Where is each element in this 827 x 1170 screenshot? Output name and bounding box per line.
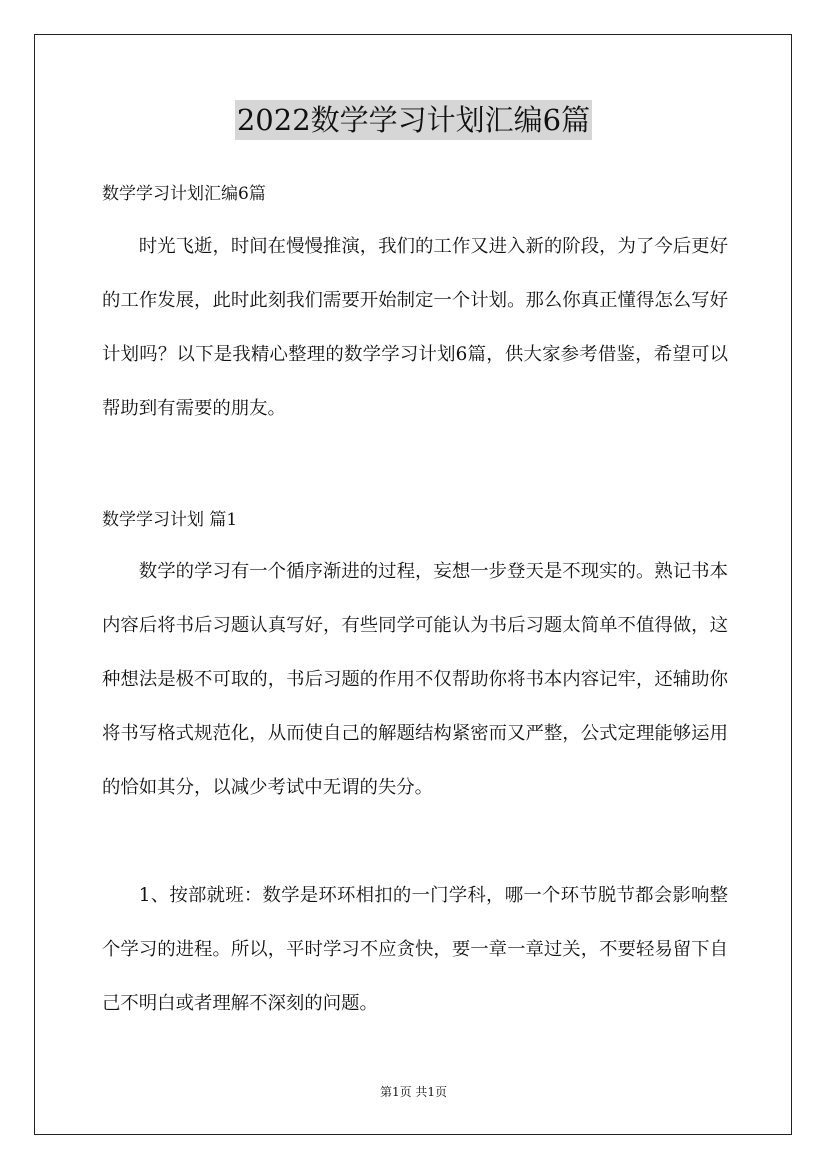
document-subtitle: 数学学习计划汇编6篇 — [102, 184, 266, 204]
page-footer: 第1页 共1页 — [379, 1085, 448, 1099]
document-title: 2022数学学习计划汇编6篇 — [235, 100, 592, 140]
intro-paragraph: 时光飞逝，时间在慢慢推演，我们的工作又进入新的阶段，为了今后更好的工作发展，此时此刻我们需要开始制定一个计划。那么你真正懂得怎么写好计划吗？以下是我精心整理的数学学习计划6篇，供大家参考借鉴，希望可以帮助到有需要的朋友。 — [102, 236, 728, 419]
section-heading: 数学学习计划 篇1 — [102, 510, 238, 530]
section-paragraph-1: 数学的学习有一个循序渐进的过程，妄想一步登天是不现实的。熟记书本内容后将书后习题认真写好，有些同学可能认为书后习题太简单不值得做，这种想法是极不可取的，书后习题的作用不仅帮助你将书本内容记牢，还辅助你将书写格式规范化，从而使自己的解题结构紧密而又严整，公式定理能够运用的恰如其分，以减少考试中无谓的失分。 — [102, 561, 728, 798]
title-area — [0, 100, 827, 140]
section-paragraph-2: 1、按部就班：数学是环环相扣的一门学科，哪一个环节脱节都会影响整个学习的进程。所以，平时学习不应贪快，要一章一章过关，不要轻易留下自己不明白或者理解不深刻的问题。 — [102, 885, 728, 1014]
